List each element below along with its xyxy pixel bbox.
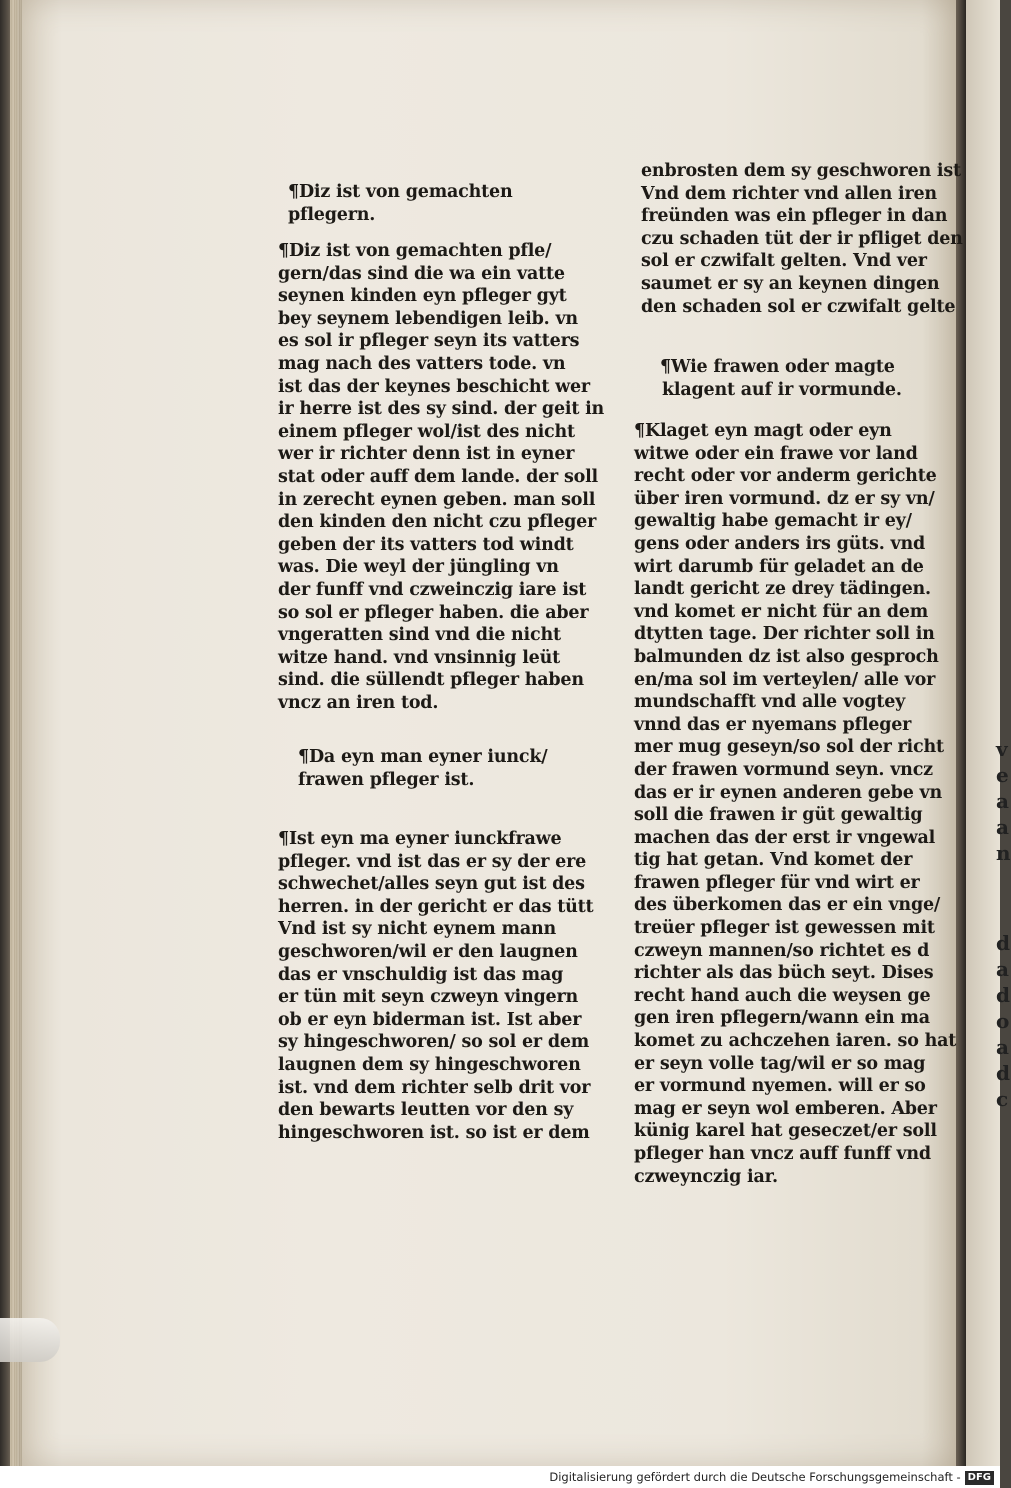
text-line: sind. die süllendt pfleger haben [278,670,584,691]
paragraph-mark-icon: ¶ [278,241,289,261]
heading-line: pflegern. [288,204,376,225]
text-line: machen das der erst ir vngewal [634,827,936,848]
bleed-glyph: a [996,957,1009,981]
text-line: Klaget eyn magt oder eyn [644,421,892,441]
text-line: er vormund nyemen. will er so [634,1076,926,1097]
text-line: komet zu achczehen iaren. so hat [634,1031,957,1052]
text-line: das er vnschuldig ist das mag [278,964,564,985]
text-line: vngeratten sind vnd die nicht [278,625,561,646]
text-line: den schaden sol er czwifalt gelte [641,296,956,317]
right-continuation [641,160,963,318]
text-line: der funff vnd czweinczig iare ist [278,579,587,600]
text-line: mundschafft vnd alle vogtey [634,692,906,713]
text-line: ist das der keynes beschicht wer [278,376,590,397]
text-line: er seyn volle tag/wil er so mag [634,1053,926,1074]
bleed-glyph: c [996,1087,1009,1111]
paragraph-mark-icon: ¶ [660,357,671,377]
left-section-1-heading [284,181,512,226]
text-line: so sol er pfleger haben. die aber [278,602,589,623]
text-line: tig hat getan. Vnd komet der [634,850,913,871]
text-line: soll die frawen ir güt gewaltig [634,805,923,826]
left-section-2-body [278,828,593,1144]
text-line: mag er seyn wol emberen. Aber [634,1098,937,1119]
text-line: saumet er sy an keynen dingen [641,273,940,294]
text-line: schwechet/alles seyn gut ist des [278,874,585,895]
text-line: gewaltig habe gemacht ir ey/ [634,511,912,532]
bleed-glyph: e [996,763,1009,787]
text-line: Vnd ist sy nicht eynem mann [278,919,557,940]
text-line: landt gericht ze drey tädingen. [634,579,931,600]
text-line: en/ma sol im verteylen/ alle vor [634,669,936,690]
paragraph-mark-icon: ¶ [634,421,645,441]
text-line: witwe oder ein frawe vor land [634,443,918,464]
text-line: herren. in der gericht er das tütt [278,896,594,917]
text-line: den kinden den nicht czu pfleger [278,512,597,533]
text-line: pfleger. vnd ist das er sy der ere [278,851,587,872]
text-line: der frawen vormund seyn. vncz [634,759,933,780]
paragraph-mark-icon: ¶ [288,182,299,202]
text-line: mer mug geseyn/so sol der richt [634,737,944,758]
footer-text: Digitalisierung gefördert durch die Deutsche Forschungsgemeinschaft - [549,1470,961,1484]
text-line: dtytten tage. Der richter soll in [634,624,935,645]
text-line: mag nach des vatters tode. vn [278,353,566,374]
right-section-3-heading [660,356,902,401]
text-line: was. Die weyl der jüngling vn [278,557,559,578]
text-line: das er ir eynen anderen gebe vn [634,782,943,803]
bleed-glyph: a [996,815,1009,839]
text-line: wer ir richter denn ist in eyner [278,444,575,465]
text-line: sy hingeschworen/ so sol er dem [278,1032,590,1053]
text-line: treüer pfleger ist gewessen mit [634,918,935,939]
text-line: sol er czwifalt gelten. Vnd ver [641,251,927,272]
text-line: ist. vnd dem richter selb drit vor [278,1077,591,1098]
text-line: einem pfleger wol/ist des nicht [278,421,575,442]
text-line: stat oder auff dem lande. der soll [278,466,598,487]
text-line: ob er eyn biderman ist. Ist aber [278,1009,582,1030]
text-line: in zerecht eynen geben. man soll [278,489,596,510]
text-line: es sol ir pfleger seyn its vatters [278,331,580,352]
paragraph-mark-icon: ¶ [278,829,289,849]
bleed-glyph: d [996,931,1010,955]
text-line: Vnd dem richter vnd allen iren [641,183,937,204]
text-line: hingeschworen ist. so ist er dem [278,1122,590,1143]
heading-line: Wie frawen oder magte [670,357,895,377]
text-line: czweynczig iar. [634,1166,778,1187]
dfg-logo: DFG [965,1471,994,1485]
text-line: balmunden dz ist also gesproch [634,646,939,667]
heading-line: Da eyn man eyner iunck/ [308,747,548,767]
heading-line: klagent auf ir vormunde. [662,379,902,400]
bleed-glyph: n [996,841,1011,865]
bleed-glyph: d [996,983,1010,1007]
left-section-1-body [278,240,604,714]
text-line: vnnd das er nyemans pfleger [634,714,912,735]
text-line: czweyn mannen/so richtet es d [634,940,930,961]
text-line: er tün mit seyn czweyn vingern [278,987,579,1008]
text-line: geben der its vatters tod windt [278,534,574,555]
bleed-glyph: a [996,1035,1009,1059]
text-line: recht hand auch die weysen ge [634,985,931,1006]
text-line: den bewarts leutten vor den sy [278,1100,574,1121]
bleed-glyph: o [996,1009,1010,1033]
heading-line: frawen pfleger ist. [298,769,475,790]
text-line: gern/das sind die wa ein vatte [278,263,565,284]
bleed-glyph: a [996,789,1009,813]
text-line: richter als das büch seyt. Dises [634,963,934,984]
text-line: Diz ist von gemachten pfle/ [288,241,552,261]
text-line: pfleger han vncz auff funff vnd [634,1144,931,1164]
text-line: ir herre ist des sy sind. der geit in [278,399,605,420]
paragraph-mark-icon: ¶ [298,747,309,767]
text-line: witze hand. vnd vnsinnig leüt [278,647,560,668]
heading-line: Diz ist von gemachten [298,182,513,202]
next-page-edge [966,0,1011,1466]
text-line: seynen kinden eyn pfleger gyt [278,286,567,307]
bleed-glyph: d [996,1061,1010,1085]
text-line: freünden was ein pfleger in dan [641,206,948,227]
page-clip [0,1318,60,1362]
text-line: vncz an iren tod. [278,692,439,713]
text-line: enbrosten dem sy geschworen ist [641,161,961,181]
text-line: künig karel hat geseczet/er soll [634,1121,937,1142]
text-line: bey seynem lebendigen leib. vn [278,308,578,329]
right-section-3-body [634,420,956,1188]
text-line: geschworen/wil er den laugnen [278,941,578,962]
text-line: frawen pfleger für vnd wirt er [634,872,920,893]
text-line: gen iren pflegern/wann ein ma [634,1008,930,1029]
text-line: czu schaden tüt der ir pfliget den [641,228,963,249]
text-line: vnd komet er nicht für an dem [634,601,929,622]
funding-footer [0,1466,1000,1488]
text-line: recht oder vor anderm gerichte [634,466,937,487]
text-line: Ist eyn ma eyner iunckfrawe [288,829,562,849]
text-line: wirt darumb für geladet an de [634,556,924,577]
text-line: über iren vormund. dz er sy vn/ [634,488,935,509]
bleed-glyph: v [996,737,1008,761]
text-line: des überkomen das er ein vnge/ [634,895,941,916]
text-line: gens oder anders irs güts. vnd [634,533,926,554]
left-section-2-heading [298,746,547,791]
text-line: laugnen dem sy hingeschworen [278,1054,581,1075]
